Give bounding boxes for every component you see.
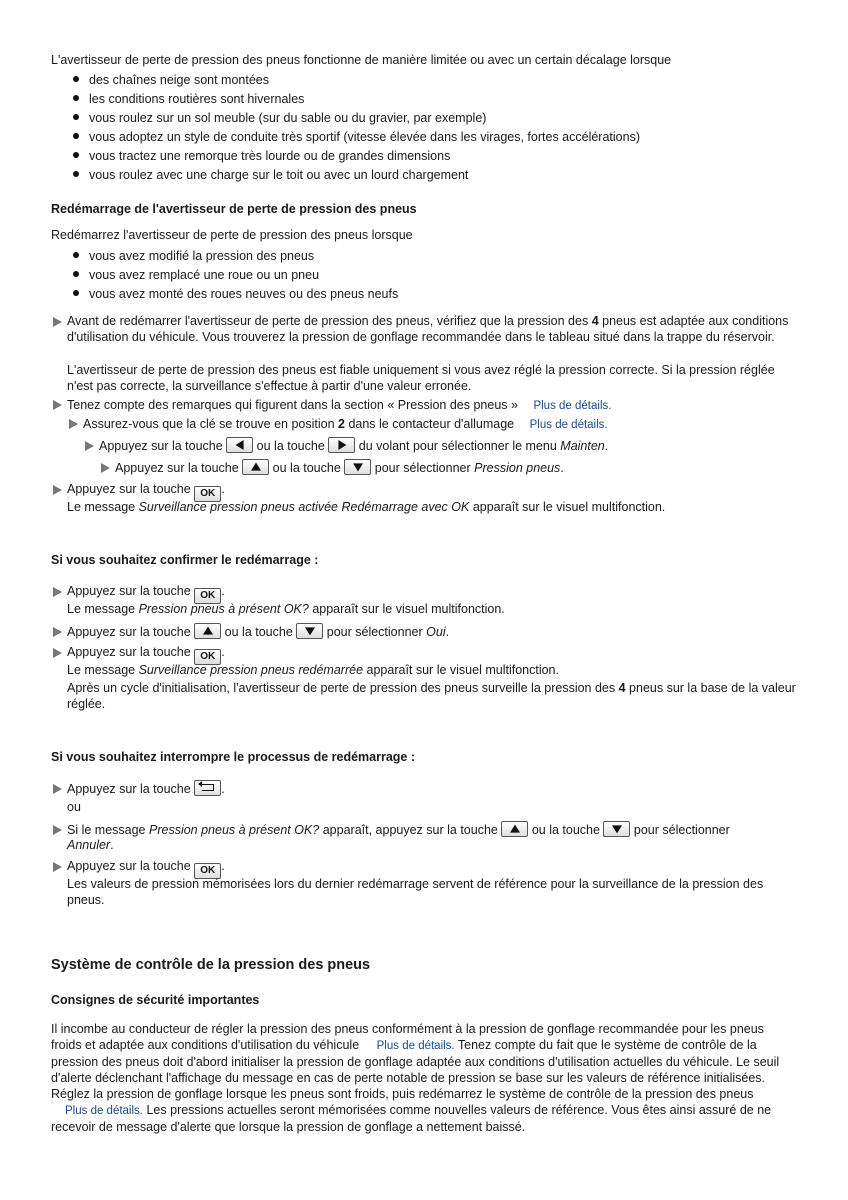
right-arrow-key-icon xyxy=(328,437,355,453)
message-line: Le message Surveillance pression pneus activée Redémarrage avec OK apparaît sur le visuel multifonction. xyxy=(67,500,666,514)
section-heading-confirm: Si vous souhaitez confirmer le redémarrage : xyxy=(51,553,319,567)
ok-key-icon: OK xyxy=(194,863,221,879)
section-heading-cancel: Si vous souhaitez interrompre le processus de redémarrage : xyxy=(51,750,416,764)
step-press-ok: Appuyez sur la touche OK . xyxy=(67,644,225,665)
bullet-icon xyxy=(73,133,79,139)
step-press-back: Appuyez sur la touche . xyxy=(67,782,225,796)
list-item: des chaînes neige sont montées xyxy=(89,73,269,87)
bullet-icon xyxy=(73,152,79,158)
step-check-pressure: Avant de redémarrer l'avertisseur de perte de pression des pneus, vérifiez que la pression des 4 pneus est adaptée aux conditions d'utilisation du véhicule. Vous trouverez la pression de gonflage recommandée dans le tableau situé dans la trappe du réservoir. xyxy=(67,314,789,344)
down-arrow-key-icon xyxy=(344,459,371,475)
bullet-icon xyxy=(73,252,79,258)
restart-intro: Redémarrez l'avertisseur de perte de pression des pneus lorsque xyxy=(51,228,413,242)
step-arrow-icon xyxy=(53,317,62,327)
step-arrow-icon xyxy=(101,463,110,473)
down-arrow-key-icon xyxy=(603,821,630,837)
bullet-icon xyxy=(73,76,79,82)
intro-text: L'avertisseur de perte de pression des pneus fonctionne de manière limitée ou avec un certain décalage lorsque xyxy=(51,53,672,67)
step-arrow-icon xyxy=(53,648,62,658)
bullet-icon xyxy=(73,271,79,277)
bullet-icon xyxy=(73,114,79,120)
step-select-yes: Appuyez sur la touche ou la touche pour sélectionner Oui. xyxy=(67,625,450,639)
cancel-choice-line: Annuler. xyxy=(67,838,114,852)
list-item: les conditions routières sont hivernales xyxy=(89,92,305,106)
ok-key-icon: OK xyxy=(194,486,221,502)
step-arrow-icon xyxy=(69,419,78,429)
left-arrow-key-icon xyxy=(226,437,253,453)
step-notes: Tenez compte des remarques qui figurent dans la section « Pression des pneus » Plus de détails. xyxy=(67,398,612,412)
list-item: vous adoptez un style de conduite très sportif (vitesse élevée dans les virages, fortes accélérations) xyxy=(89,130,640,144)
list-item: vous roulez sur un sol meuble (sur du sable ou du gravier, par exemple) xyxy=(89,111,487,125)
section-heading-tpms: Système de contrôle de la pression des pneus xyxy=(51,957,371,973)
bullet-icon xyxy=(73,95,79,101)
step-arrow-icon xyxy=(53,825,62,835)
step-arrow-icon xyxy=(85,441,94,451)
details-link[interactable]: Plus de détails. xyxy=(529,419,608,431)
step-select-pressure: Appuyez sur la touche ou la touche pour sélectionner Pression pneus. xyxy=(115,461,564,475)
up-arrow-key-icon xyxy=(242,459,269,475)
down-arrow-key-icon xyxy=(296,623,323,639)
ok-key-icon: OK xyxy=(194,588,221,604)
step-select-menu: Appuyez sur la touche ou la touche du volant pour sélectionner le menu Mainten. xyxy=(99,439,609,453)
step-arrow-icon xyxy=(53,862,62,872)
step-arrow-icon xyxy=(53,627,62,637)
section-heading-restart: Redémarrage de l'avertisseur de perte de pression des pneus xyxy=(51,202,417,216)
up-arrow-key-icon xyxy=(194,623,221,639)
or-text: ou xyxy=(67,800,81,814)
back-key-icon xyxy=(194,780,221,796)
step-arrow-icon xyxy=(53,485,62,495)
list-item: vous avez modifié la pression des pneus xyxy=(89,249,315,263)
bullet-icon xyxy=(73,171,79,177)
up-arrow-key-icon xyxy=(501,821,528,837)
bullet-icon xyxy=(73,290,79,296)
list-item: vous avez monté des roues neuves ou des pneus neufs xyxy=(89,287,399,301)
details-link[interactable]: Plus de détails. xyxy=(533,400,612,412)
step-press-ok: Appuyez sur la touche OK . xyxy=(67,858,225,879)
stored-values-note: Les valeurs de pression mémorisées lors du dernier redémarrage servent de référence pour la surveillance de la pression des pneus. xyxy=(67,877,764,907)
step-select-cancel: Si le message Pression pneus à présent OK? apparaît, appuyez sur la touche ou la touche pour sélectionner xyxy=(67,823,730,837)
ok-key-icon: OK xyxy=(194,649,221,665)
safety-paragraph: Il incombe au conducteur de régler la pression des pneus conformément à la pression de gonflage recommandée pour les pneus froids et adaptée aux conditions d'utilisation du véhicule Plus de détails. Tenez compte du fait que le système de contrôle de la pression des pneus doit d'abord initialiser la pression de gonflage adaptée aux conditions d'utilisation actuelles du véhicule. Le seuil d'alerte déclenchant l'affichage du message en cas de perte notable de pression se base sur les valeurs de référence initialisées. Réglez la pression de gonflage lorsque les pneus sont froids, puis redémarrez le système de contrôle de la pression des pneus Plus de détails. Les pressions actuelles seront mémorisées comme nouvelles valeurs de référence. Vous êtes ainsi assuré de ne recevoir de message d'alerte que lorsque la pression de gonflage a nettement baissé. xyxy=(51,1022,780,1134)
step-arrow-icon xyxy=(53,400,62,410)
step-arrow-icon xyxy=(53,784,62,794)
step-arrow-icon xyxy=(53,587,62,597)
step-press-ok: Appuyez sur la touche OK . xyxy=(67,583,225,604)
message-line: Le message Pression pneus à présent OK? apparaît sur le visuel multifonction. xyxy=(67,602,505,616)
step-press-ok: Appuyez sur la touche OK . xyxy=(67,481,225,502)
list-item: vous tractez une remorque très lourde ou de grandes dimensions xyxy=(89,149,451,163)
details-link[interactable]: Plus de détails. xyxy=(65,1105,143,1117)
list-item: vous avez remplacé une roue ou un pneu xyxy=(89,268,320,282)
details-link[interactable]: Plus de détails. xyxy=(376,1040,455,1052)
reliability-note: L'avertisseur de perte de pression des pneus est fiable uniquement si vous avez réglé la pression correcte. Si la pression réglée n'est pas correcte, la surveillance s'effectue à partir d'une valeur erronée. xyxy=(67,363,775,393)
section-heading-safety: Consignes de sécurité importantes xyxy=(51,993,260,1007)
message-line: Le message Surveillance pression pneus redémarrée apparaît sur le visuel multifonction. xyxy=(67,663,559,677)
after-init-note: Après un cycle d'initialisation, l'avertisseur de perte de pression des pneus surveille la pression des 4 pneus sur la base de la valeur réglée. xyxy=(67,681,796,711)
list-item: vous roulez avec une charge sur le toit ou avec un lourd chargement xyxy=(89,168,469,182)
step-key-position: Assurez-vous que la clé se trouve en position 2 dans le contacteur d'allumage Plus de détails. xyxy=(83,417,608,431)
